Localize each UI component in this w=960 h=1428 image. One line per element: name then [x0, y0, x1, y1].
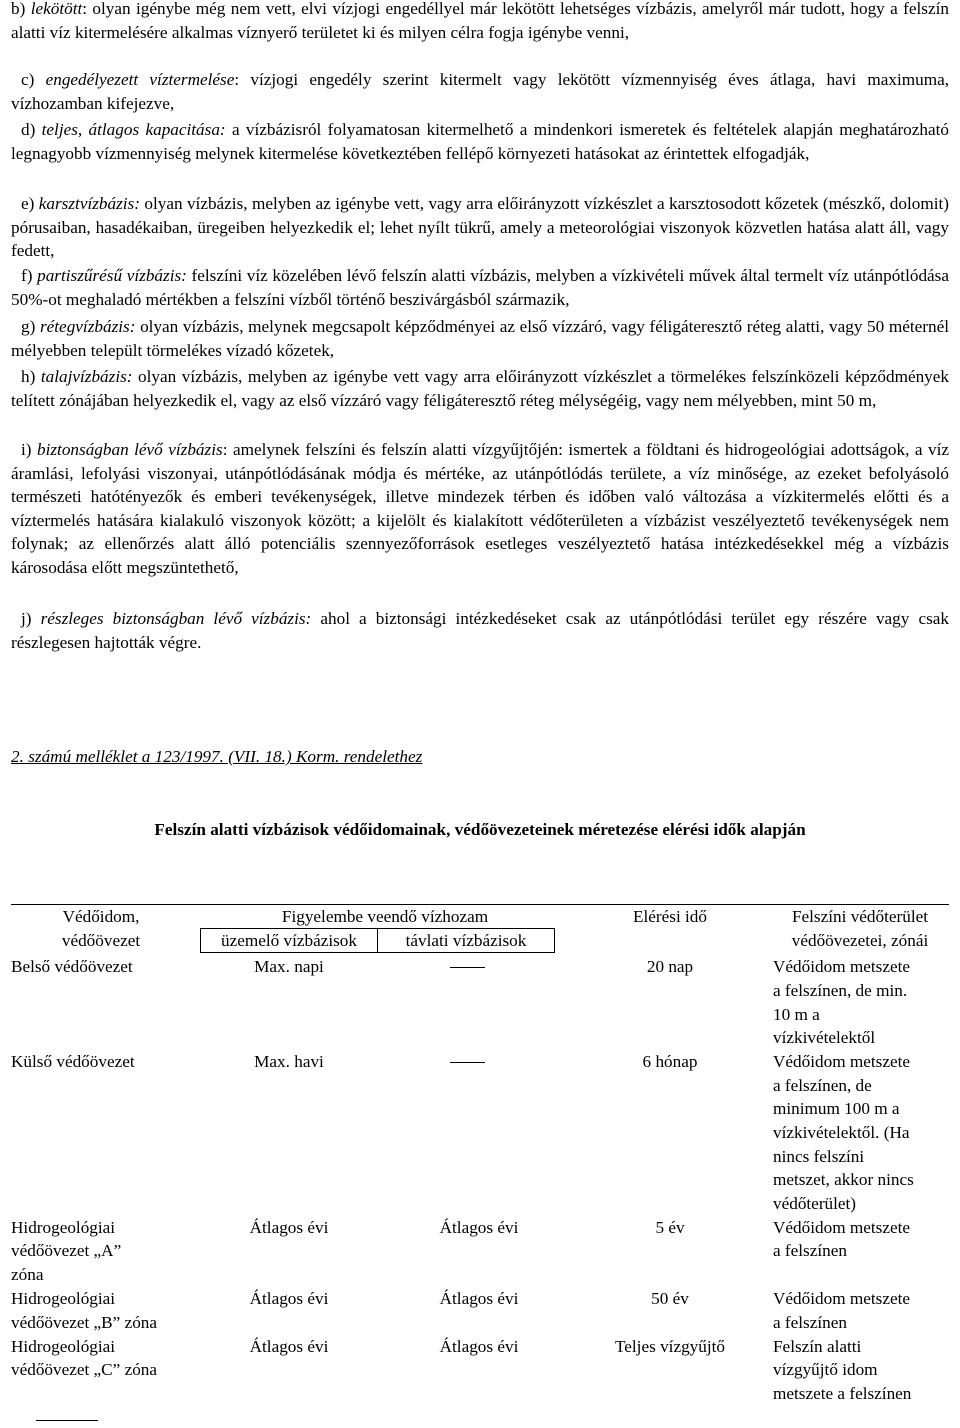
- definition-term: rétegvízbázis:: [39, 317, 136, 336]
- surface-cell: vízkivételektől. (Ha: [773, 1123, 910, 1142]
- definition-prefix: b): [11, 0, 31, 18]
- operating-cell: Átlagos évi: [249, 1337, 329, 1356]
- operating-cell: Max. napi: [254, 957, 324, 976]
- definition-prefix: i): [21, 440, 37, 459]
- future-cell: Átlagos évi: [439, 1337, 519, 1356]
- header-zone-line1: Védőidom,: [62, 907, 140, 926]
- operating-cell: Max. havi: [254, 1052, 324, 1071]
- definition-prefix: f): [21, 266, 38, 285]
- surface-cell: Védőidom metszete: [773, 1289, 910, 1308]
- future-dash: [450, 967, 485, 968]
- zone-cell: Hidrogeológiai: [11, 1337, 116, 1356]
- definition-g: [11, 315, 949, 362]
- future-cell: Átlagos évi: [439, 1289, 519, 1308]
- definition-d: [11, 118, 949, 165]
- header-flow-group: Figyelembe veendő vízhozam: [281, 907, 489, 926]
- zone-cell: zóna: [11, 1265, 44, 1284]
- surface-cell: a felszínen: [773, 1313, 847, 1332]
- surface-cell: Felszín alatti: [773, 1337, 862, 1356]
- zone-cell: védőövezet „C” zóna: [11, 1360, 158, 1379]
- time-cell: 6 hónap: [642, 1052, 698, 1071]
- zone-cell: védőövezet „A”: [11, 1241, 122, 1260]
- surface-cell: védőterület): [773, 1194, 857, 1213]
- table-heading: Felszín alatti vízbázisok védőidomainak, védőövezeteinek méretezése elérési idők alapján: [154, 820, 806, 839]
- surface-cell: a felszínen, de: [773, 1076, 872, 1095]
- zone-cell: Hidrogeológiai: [11, 1218, 116, 1237]
- definition-text: ahol a biztonsági intézkedéseket csak az utánpótlódási terület egy részére vagy csak részlegesen hajtották végre.: [11, 609, 949, 652]
- definition-prefix: e): [21, 194, 39, 213]
- footnote-rule: [36, 1420, 98, 1421]
- definition-f: [11, 264, 949, 311]
- surface-cell: Védőidom metszete: [773, 1052, 910, 1071]
- definition-h: [11, 365, 949, 412]
- surface-cell: a felszínen: [773, 1241, 847, 1260]
- definition-c: [11, 68, 949, 115]
- zone-cell: Külső védőövezet: [11, 1052, 135, 1071]
- surface-cell: metszet, akkor nincs: [773, 1170, 914, 1189]
- zone-cell: Hidrogeológiai: [11, 1289, 116, 1308]
- surface-cell: nincs felszíni: [773, 1147, 865, 1166]
- header-operating: üzemelő vízbázisok: [220, 931, 357, 950]
- header-zone-line2: védőövezet: [61, 931, 141, 950]
- definition-i: [11, 438, 949, 580]
- header-surface-line1: Felszíni védőterület: [791, 907, 929, 926]
- definition-text: olyan vízbázis, melyben az igénybe vett, vagy arra előirányzott vízkészlet a karsztosodott kőzetek (mészkő, dolomit) pórusaiban, hasadékaiban, üregeiben helyezkedik el; lehet nyílt tükrű, amely a meteorológiai viszonyok közvetlen hatása alatt áll, vagy fedett,: [11, 194, 949, 261]
- definition-prefix: h): [21, 367, 41, 386]
- surface-cell: minimum 100 m a: [773, 1099, 900, 1118]
- surface-cell: vízkivételektől: [773, 1028, 876, 1047]
- definition-e: [11, 192, 949, 263]
- definition-term: lekötött: [30, 0, 83, 18]
- annex-title: 2. számú melléklet a 123/1997. (VII. 18.) Korm. rendelethez: [11, 747, 423, 766]
- surface-cell: a felszínen, de min.: [773, 981, 908, 1000]
- operating-cell: Átlagos évi: [249, 1289, 329, 1308]
- definition-prefix: j): [21, 609, 41, 628]
- header-time: Elérési idő: [633, 907, 707, 926]
- definition-text: olyan vízbázis, melyben az igénybe vett vagy arra előirányzott vízkészlet a törmelékes felszínközeli képződmények telített zónájában helyezkedik el, vagy az első vízzáró vagy féligáteresztő réteg mélységéig, vagy nem mélyebben, mint 50 m,: [11, 367, 949, 410]
- definition-text: a vízbázisról folyamatosan kitermelhető a mindenkori ismeretek és feltételek alapján meghatározható legnagyobb vízmennyiség melynek kitermelése következtében fellépő környezeti hatásokat az érintettek elfogadják,: [11, 120, 949, 163]
- definition-term: talajvízbázis:: [40, 367, 133, 386]
- definition-term: teljes, átlagos kapacitása:: [41, 120, 226, 139]
- definition-b: [11, 0, 949, 44]
- operating-cell: Átlagos évi: [249, 1218, 329, 1237]
- header-surface-line2: védőövezetei, zónái: [791, 931, 929, 950]
- surface-cell: metszete a felszínen: [773, 1384, 912, 1403]
- time-cell: 20 nap: [646, 957, 694, 976]
- definition-text: felszíni víz közelében lévő felszín alatti vízbázis, melyben a vízkivételi művek által termelt víz utánpótlódása 50%-ot meghaladó mértékben a felszíni vízből történő beszivárgásból származik,: [11, 266, 949, 309]
- definition-term: karsztvízbázis:: [38, 194, 140, 213]
- definition-term: biztonságban lévő vízbázis: [36, 440, 223, 459]
- surface-cell: 10 m a: [773, 1005, 820, 1024]
- time-cell: Teljes vízgyűjtő: [614, 1337, 725, 1356]
- definition-text: : amelynek felszíni és felszín alatti vízgyűjtőjén: ismertek a földtani és hidrogeológiai adottságok, a víz áramlási, lefolyási viszonyai, utánpótlódásának módja és mértéke, az utánpótlódás területe, a víz minősége, az ezeket befolyásoló természeti hatótényezők és emberi tevékenységek, illetve mindezek térben és időben való változása a vízkitermelés előtti és a víztermelés hatására kialakuló viszonyok között; a kijelölt és kialakított védőterületen a vízbázist veszélyeztető tevékenységek nem folynak; az ellenőrzés alatt álló potenciális szennyezőforrások esetleges veszélyeztető hatása intézkedésekkel még a vízbázis károsodása előtt megszüntethető,: [11, 440, 949, 577]
- definition-text: : olyan igénybe még nem vett, elvi vízjogi engedéllyel már lekötött lehetséges vízbázis, amelyről már tudott, hogy a felszín alatti víz kitermelésére alkalmas víznyerő területet ki és milyen célra fogja igénybe venni,: [11, 0, 949, 42]
- future-cell: Átlagos évi: [439, 1218, 519, 1237]
- zone-cell: védőövezet „B” zóna: [11, 1313, 158, 1332]
- definition-text: olyan vízbázis, melynek megcsapolt képződményei az első vízzáró, vagy féligáteresztő réteg alatti, vagy 50 méternél mélyebben települt törmelékes vízadó kőzetek,: [11, 317, 949, 360]
- definition-prefix: c): [21, 70, 46, 89]
- future-dash: [450, 1062, 485, 1063]
- time-cell: 5 év: [655, 1218, 685, 1237]
- definition-text: : vízjogi engedély szerint kitermelt vagy lekötött vízmennyiség éves átlaga, havi maximuma, vízhozamban kifejezve,: [11, 70, 949, 113]
- definition-j: [11, 607, 949, 654]
- surface-cell: Védőidom metszete: [773, 1218, 910, 1237]
- definition-term: partiszűrésű vízbázis:: [37, 266, 187, 285]
- definition-prefix: g): [21, 317, 40, 336]
- surface-cell: vízgyűjtő idom: [773, 1360, 878, 1379]
- definition-prefix: d): [21, 120, 42, 139]
- time-cell: 50 év: [651, 1289, 689, 1308]
- surface-cell: Védőidom metszete: [773, 957, 910, 976]
- header-future: távlati vízbázisok: [405, 931, 527, 950]
- zone-cell: Belső védőövezet: [11, 957, 133, 976]
- definition-term: engedélyezett víztermelése: [45, 70, 235, 89]
- definition-term: részleges biztonságban lévő vízbázis:: [40, 609, 312, 628]
